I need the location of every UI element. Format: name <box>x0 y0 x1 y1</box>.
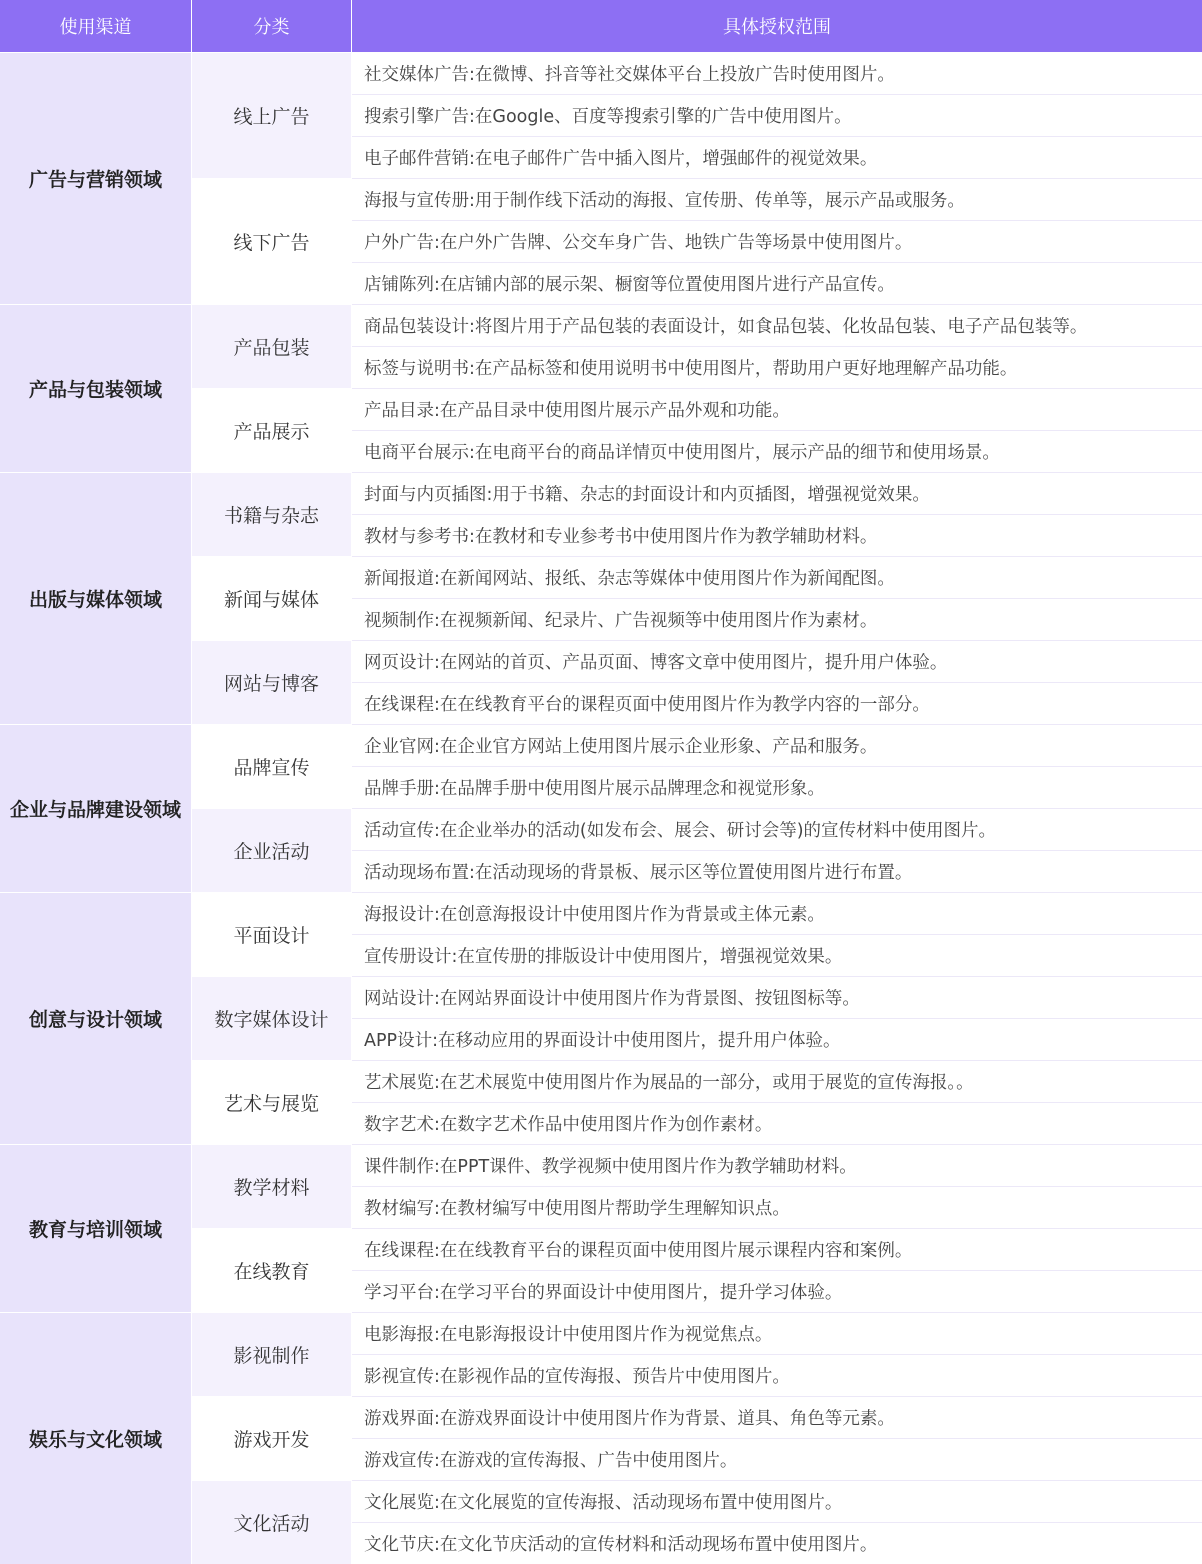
scope-item: 视频制作:在视频新闻、纪录片、广告视频等中使用图片作为素材。 <box>352 598 1202 640</box>
category-cell: 数字媒体设计 <box>192 976 352 1060</box>
scope-item: 商品包装设计:将图片用于产品包装的表面设计，如食品包装、化妆品包装、电子产品包装等。 <box>352 304 1202 346</box>
scope-item: 在线课程:在在线教育平台的课程页面中使用图片作为教学内容的一部分。 <box>352 682 1202 724</box>
channel-cell: 广告与营销领域 <box>0 52 192 304</box>
category-cell: 平面设计 <box>192 892 352 976</box>
scope-item: 社交媒体广告:在微博、抖音等社交媒体平台上投放广告时使用图片。 <box>352 52 1202 94</box>
scope-item: 影视宣传:在影视作品的宣传海报、预告片中使用图片。 <box>352 1354 1202 1396</box>
channel-cell: 教育与培训领域 <box>0 1144 192 1312</box>
scope-item: 艺术展览:在艺术展览中使用图片作为展品的一部分，或用于展览的宣传海报。。 <box>352 1060 1202 1102</box>
channel-cell: 企业与品牌建设领域 <box>0 724 192 892</box>
scope-item: 封面与内页插图:用于书籍、杂志的封面设计和内页插图，增强视觉效果。 <box>352 472 1202 514</box>
category-cell: 产品包装 <box>192 304 352 388</box>
category-cell: 影视制作 <box>192 1312 352 1396</box>
scope-item: 新闻报道:在新闻网站、报纸、杂志等媒体中使用图片作为新闻配图。 <box>352 556 1202 598</box>
scope-item: 电影海报:在电影海报设计中使用图片作为视觉焦点。 <box>352 1312 1202 1354</box>
category-cell: 文化活动 <box>192 1480 352 1564</box>
scope-item: 产品目录:在产品目录中使用图片展示产品外观和功能。 <box>352 388 1202 430</box>
category-cell: 艺术与展览 <box>192 1060 352 1144</box>
category-cell: 线上广告 <box>192 52 352 178</box>
scope-item: 在线课程:在在线教育平台的课程页面中使用图片展示课程内容和案例。 <box>352 1228 1202 1270</box>
scope-item: 活动宣传:在企业举办的活动(如发布会、展会、研讨会等)的宣传材料中使用图片。 <box>352 808 1202 850</box>
header-scope: 具体授权范围 <box>352 0 1202 52</box>
scope-item: 标签与说明书:在产品标签和使用说明书中使用图片，帮助用户更好地理解产品功能。 <box>352 346 1202 388</box>
category-cell: 线下广告 <box>192 178 352 304</box>
category-cell: 游戏开发 <box>192 1396 352 1480</box>
scope-item: 数字艺术:在数字艺术作品中使用图片作为创作素材。 <box>352 1102 1202 1144</box>
scope-item: 电商平台展示:在电商平台的商品详情页中使用图片，展示产品的细节和使用场景。 <box>352 430 1202 472</box>
category-cell: 教学材料 <box>192 1144 352 1228</box>
header-category: 分类 <box>192 0 352 52</box>
category-cell: 企业活动 <box>192 808 352 892</box>
category-cell: 网站与博客 <box>192 640 352 724</box>
scope-item: 网站设计:在网站界面设计中使用图片作为背景图、按钮图标等。 <box>352 976 1202 1018</box>
scope-item: 活动现场布置:在活动现场的背景板、展示区等位置使用图片进行布置。 <box>352 850 1202 892</box>
scope-item: 网页设计:在网站的首页、产品页面、博客文章中使用图片，提升用户体验。 <box>352 640 1202 682</box>
scope-item: 搜索引擎广告:在Google、百度等搜索引擎的广告中使用图片。 <box>352 94 1202 136</box>
scope-item: 海报设计:在创意海报设计中使用图片作为背景或主体元素。 <box>352 892 1202 934</box>
channel-cell: 产品与包装领域 <box>0 304 192 472</box>
scope-item: 游戏界面:在游戏界面设计中使用图片作为背景、道具、角色等元素。 <box>352 1396 1202 1438</box>
scope-item: 品牌手册:在品牌手册中使用图片展示品牌理念和视觉形象。 <box>352 766 1202 808</box>
category-cell: 书籍与杂志 <box>192 472 352 556</box>
scope-item: 企业官网:在企业官方网站上使用图片展示企业形象、产品和服务。 <box>352 724 1202 766</box>
category-cell: 产品展示 <box>192 388 352 472</box>
scope-item: 教材编写:在教材编写中使用图片帮助学生理解知识点。 <box>352 1186 1202 1228</box>
channel-cell: 娱乐与文化领域 <box>0 1312 192 1564</box>
category-cell: 新闻与媒体 <box>192 556 352 640</box>
scope-item: 教材与参考书:在教材和专业参考书中使用图片作为教学辅助材料。 <box>352 514 1202 556</box>
scope-item: 宣传册设计:在宣传册的排版设计中使用图片，增强视觉效果。 <box>352 934 1202 976</box>
scope-item: 店铺陈列:在店铺内部的展示架、橱窗等位置使用图片进行产品宣传。 <box>352 262 1202 304</box>
scope-item: 文化节庆:在文化节庆活动的宣传材料和活动现场布置中使用图片。 <box>352 1522 1202 1564</box>
scope-item: 游戏宣传:在游戏的宣传海报、广告中使用图片。 <box>352 1438 1202 1480</box>
scope-item: 户外广告:在户外广告牌、公交车身广告、地铁广告等场景中使用图片。 <box>352 220 1202 262</box>
scope-item: 课件制作:在PPT课件、教学视频中使用图片作为教学辅助材料。 <box>352 1144 1202 1186</box>
scope-item: 电子邮件营销:在电子邮件广告中插入图片，增强邮件的视觉效果。 <box>352 136 1202 178</box>
channel-cell: 出版与媒体领域 <box>0 472 192 724</box>
scope-item: 文化展览:在文化展览的宣传海报、活动现场布置中使用图片。 <box>352 1480 1202 1522</box>
scope-item: 学习平台:在学习平台的界面设计中使用图片，提升学习体验。 <box>352 1270 1202 1312</box>
header-channel: 使用渠道 <box>0 0 192 52</box>
scope-item: 海报与宣传册:用于制作线下活动的海报、宣传册、传单等，展示产品或服务。 <box>352 178 1202 220</box>
scope-item: APP设计:在移动应用的界面设计中使用图片，提升用户体验。 <box>352 1018 1202 1060</box>
channel-cell: 创意与设计领域 <box>0 892 192 1144</box>
category-cell: 品牌宣传 <box>192 724 352 808</box>
category-cell: 在线教育 <box>192 1228 352 1312</box>
